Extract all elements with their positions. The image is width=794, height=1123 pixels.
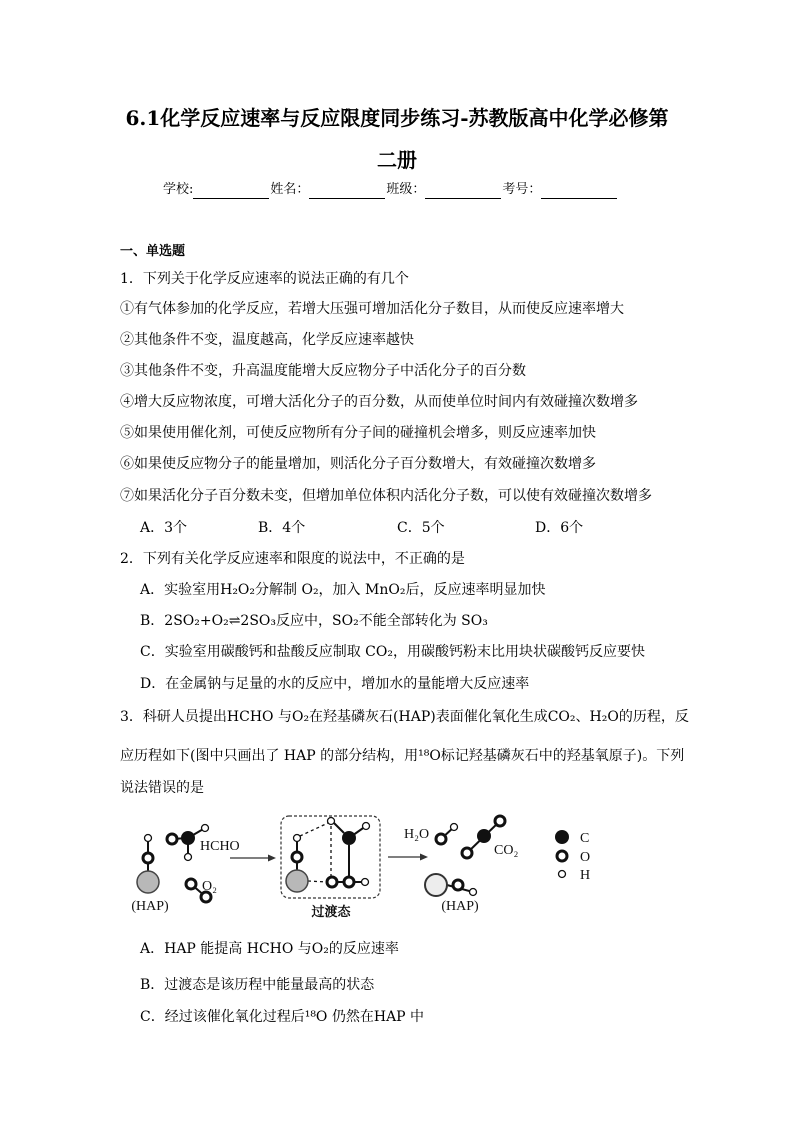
name-blank [309,183,385,199]
hydrogen-atom [294,835,301,842]
bond-line [334,823,344,833]
co2-label: CO₂ [494,843,519,858]
h2o-molecule [404,824,458,845]
oxygen-atom [143,853,153,863]
class-blank [425,183,501,199]
carbon-atom [181,831,195,845]
interaction-line [300,823,328,836]
oxygen-atom [436,834,446,844]
school-blank [193,183,269,199]
legend-carbon-label: C [580,831,590,846]
hydrogen-atom [362,879,369,886]
question-1-statement: ⑦如果活化分子百分数未变，但增加单位体积内活化分子数，可以使有效碰撞次数增多 [120,488,652,504]
class-label: 班级： [386,182,426,197]
question-1-statement: ①有气体参加的化学反应，若增大压强可增加活化分子数目，从而使反应速率增大 [120,301,624,317]
question-1-stem: 1．下列关于化学反应速率的说法正确的有几个 [120,271,409,287]
transition-state-label: 过渡态 [311,905,351,920]
question-2-stem: 2．下列有关化学反应速率和限度的说法中，不正确的是 [120,551,465,567]
oxygen-atom [344,877,354,887]
hydrogen-atom [328,818,335,825]
arrow-head [420,854,428,861]
oxygen-atom [327,877,337,887]
school-label: 学校: [163,182,194,197]
carbon-atom [477,829,491,843]
question-1-option-a: A．3个 [140,520,188,536]
exam-number-blank [541,183,617,199]
transition-state [281,816,380,920]
section-title: 一、单选题 [120,244,186,259]
reaction-arrow [230,855,276,862]
question-1-statement: ⑥如果使反应物分子的能量增加，则活化分子百分数增大，有效碰撞次数增多 [120,456,596,472]
hap-right-label: (HAP) [441,899,479,914]
co2-molecule [462,816,518,858]
hydrogen-atom [145,835,152,842]
question-1-option-b: B．4个 [258,520,306,536]
question-3-option-c: C．经过该催化氧化过程后¹⁸O 仍然在HAP 中 [140,1009,425,1025]
exam-number-label: 考号： [502,182,542,197]
hydrogen-atom [185,854,192,861]
oxygen-atom [462,848,472,858]
o2-molecule [186,879,217,902]
h2o-label: H₂O [404,827,430,842]
hcho-molecule [167,825,240,861]
question-1-statement: ②其他条件不变，温度越高，化学反应速率越快 [120,332,414,348]
question-2-option-c: C．实验室用碳酸钙和盐酸反应制取 CO₂，用碳酸钙粉末比用块状碳酸钙反应要快 [140,644,645,660]
question-3-stem-line: 说法错误的是 [120,780,204,796]
question-1-statement: ⑤如果使用催化剂，可使反应物所有分子间的碰撞机会增多，则反应速率加快 [120,425,596,441]
page-title-line-1: 6.1化学反应速率与反应限度同步练习-苏教版高中化学必修第 [125,106,669,130]
question-2-option-d: D．在金属钠与足量的水的反应中，增加水的量能增大反应速率 [140,676,530,692]
hydrogen-atom [202,825,209,832]
interaction-line [308,881,327,882]
legend-carbon-icon [555,830,569,844]
student-info-row [163,181,618,199]
arrow-head [268,855,276,862]
question-3-option-b: B．过渡态是该历程中能量最高的状态 [140,977,375,993]
hcho-label: HCHO [200,839,240,854]
oxygen-atom [167,834,177,844]
hap-hydroxyl-right [425,874,479,914]
oxygen-atom [495,816,505,826]
question-3-stem-line: 3．科研人员提出HCHO 与O₂在羟基磷灰石(HAP)表面催化氧化生成CO₂、H₂O的历程，反 [120,709,689,725]
hap-surface [137,871,159,893]
atom-legend [555,830,590,883]
question-1-option-d: D．6个 [535,520,584,536]
oxygen-atom [186,879,196,889]
hydrogen-atom [470,889,477,896]
legend-oxygen-label: O [580,850,591,865]
question-2-option-b: B．2SO₂+O₂⇌2SO₃反应中，SO₂不能全部转化为 SO₃ [140,613,488,629]
question-1-statement: ③其他条件不变，升高温度能增大反应物分子中活化分子的百分数 [120,363,526,379]
carbon-atom [342,831,356,845]
hydrogen-atom [363,823,370,830]
reaction-mechanism-figure [120,810,610,925]
name-label: 姓名： [270,182,310,197]
legend-hydrogen-label: H [580,868,591,883]
legend-oxygen-icon [557,851,567,861]
hap-surface [425,874,447,896]
hydrogen-atom [451,824,458,831]
hap-surface [286,870,308,892]
hap-hydroxyl-left [131,835,169,915]
hap-left-label: (HAP) [131,899,169,914]
question-1-option-c: C．5个 [397,520,445,536]
question-3-option-a: A．HAP 能提高 HCHO 与O₂的反应速率 [140,941,399,957]
o2-label: O₂ [202,879,217,894]
oxygen-atom [453,880,463,890]
page-title-line-2: 二册 [377,148,417,172]
legend-hydrogen-icon [559,871,566,878]
question-1-statement: ④增大反应物浓度，可增大活化分子的百分数，从而使单位时间内有效碰撞次数增多 [120,394,638,410]
reaction-arrow [388,854,428,861]
question-2-option-a: A．实验室用H₂O₂分解制 O₂，加入 MnO₂后，反应速率明显加快 [140,582,546,598]
question-3-stem-line: 应历程如下(图中只画出了 HAP 的部分结构，用¹⁸O标记羟基磷灰石中的羟基氧原子)。下列 [120,748,685,764]
oxygen-atom [292,852,302,862]
